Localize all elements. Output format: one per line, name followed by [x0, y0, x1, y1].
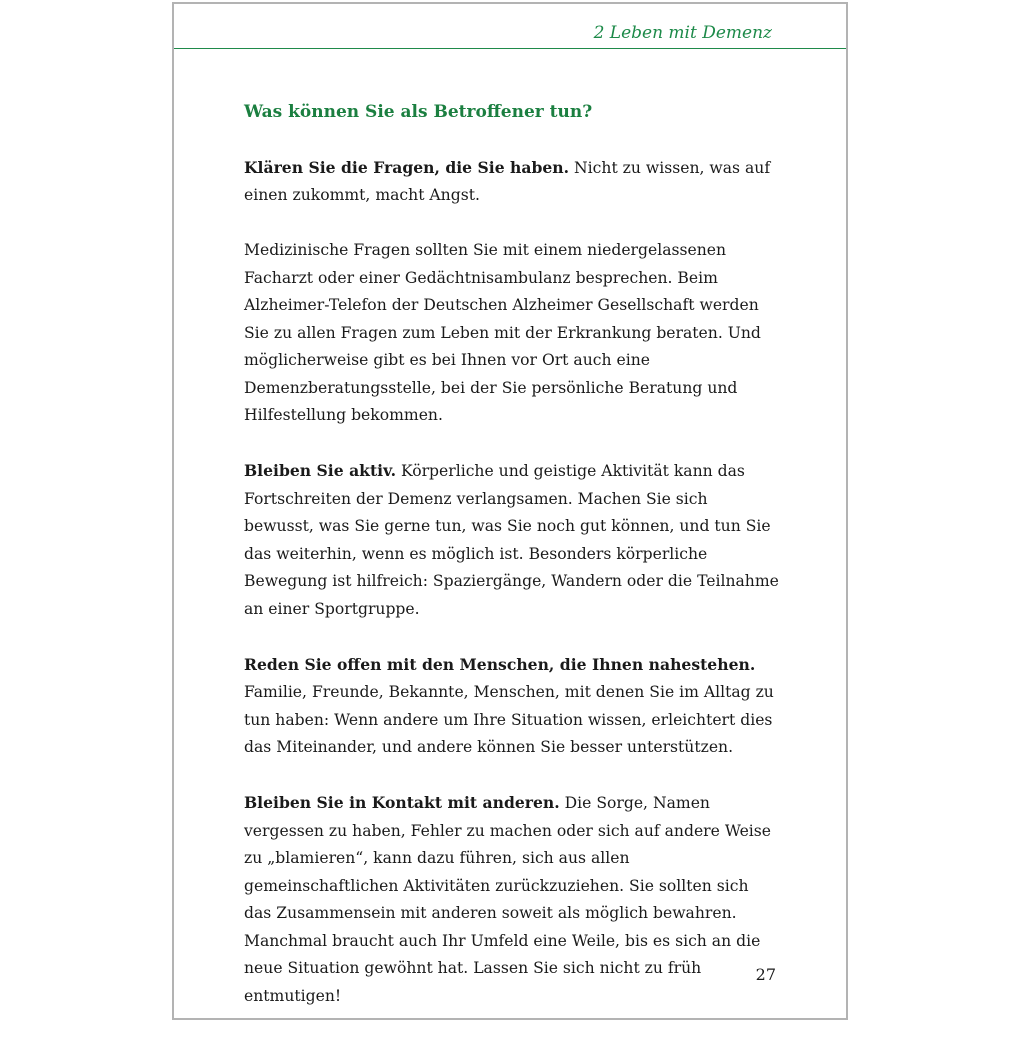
paragraph-stay-in-contact	[244, 789, 780, 1010]
paragraph-body: Nicht zu wissen, was auf einen zukommt, macht Angst.	[244, 158, 771, 204]
book-page	[172, 2, 848, 1020]
paragraph-lead: Klären Sie die Fragen, die Sie haben.	[244, 157, 570, 177]
paragraph-questions	[244, 154, 780, 210]
paragraph-stay-active	[244, 457, 780, 623]
paragraph-medical-questions	[244, 237, 780, 430]
paragraph-body: Medizinische Fragen sollten Sie mit einem niedergelassenen Facharzt oder einer Gedächtnisambulanz besprechen. Beim Alzheimer-Telefon der Deutschen Alzheimer Gesellschaft werden Sie zu allen Fragen zum Leben mit der Erkrankung beraten. Und möglicherweise gibt es bei Ihnen vor Ort auch eine Demenzberatungsstelle, bei der Sie persönliche Beratung und Hilfestellung bekommen.	[244, 241, 761, 424]
page-number: 27	[755, 965, 776, 984]
paragraph-body: Körperliche und geistige Aktivität kann das Fortschreiten der Demenz verlangsamen. Machen Sie sich bewusst, was Sie gerne tun, was Sie noch gut können, und tun Sie das weiterhin, wenn es möglich ist. Besonders körperliche Bewegung ist hilfreich: Spaziergänge, Wandern oder die Teilnahme an einer Sportgruppe.	[244, 462, 779, 618]
paragraph-body: Familie, Freunde, Bekannte, Menschen, mit denen Sie im Alltag zu tun haben: Wenn andere um Ihre Situation wissen, erleichtert dies das Miteinander, und andere können Sie besser unterstützen.	[244, 683, 774, 756]
paragraph-lead: Bleiben Sie in Kontakt mit anderen.	[244, 793, 560, 812]
running-header	[174, 4, 846, 49]
paragraph-lead: Bleiben Sie aktiv.	[244, 461, 397, 480]
paragraph-body: Die Sorge, Namen vergessen zu haben, Fehler zu machen oder sich auf andere Weise zu „blamieren“, kann dazu führen, sich aus allen gemeinschaftlichen Aktivitäten zurückzuziehen. Sie sollten sich das Zusammensein mit anderen soweit als möglich bewahren. Manchmal braucht auch Ihr Umfeld eine Weile, bis es sich an die neue Situation gewöhnt hat. Lassen Sie sich nicht zu früh entmutigen!	[244, 794, 772, 1005]
paragraph-lead: Reden Sie offen mit den Menschen, die Ihnen nahestehen.	[244, 654, 756, 674]
paragraph-talk-openly	[244, 651, 780, 762]
chapter-title: 2 Leben mit Demenz	[593, 23, 772, 43]
section-heading: Was können Sie als Betroffener tun?	[244, 102, 593, 122]
page-content	[244, 99, 780, 1038]
